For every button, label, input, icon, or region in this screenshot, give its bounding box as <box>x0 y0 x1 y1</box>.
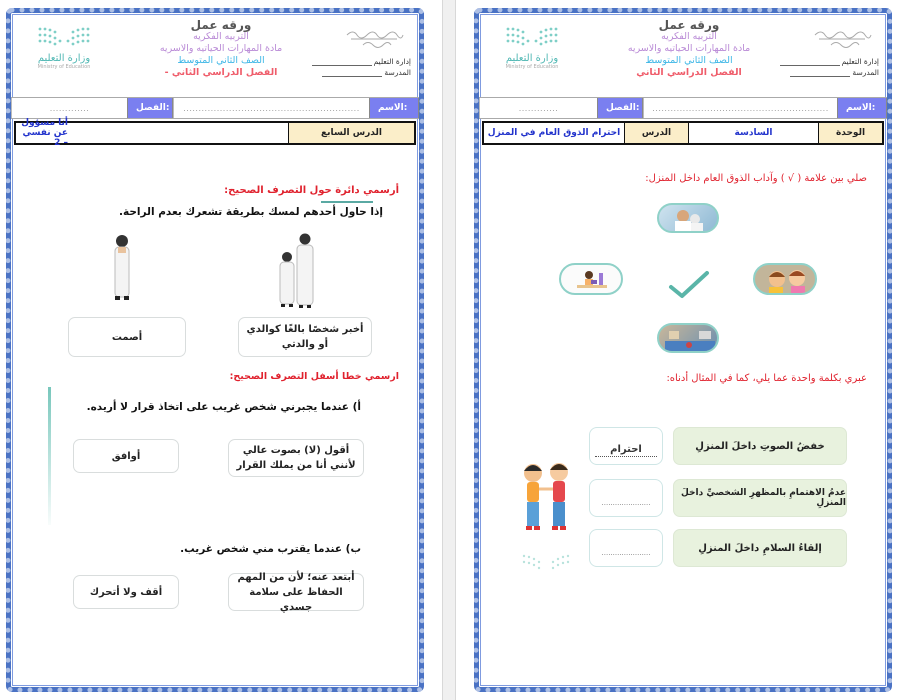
name-label: الاسم: <box>837 98 887 118</box>
kingdom-header <box>301 27 411 77</box>
phrase-box-2: عدمُ الاهتمامِ بالمظهرِ الشخصيِّ داخلَ المنزلِ <box>673 479 847 517</box>
grade-line: الصف الثاني المتوسط <box>645 55 733 66</box>
name-field[interactable]: .......................................................... <box>173 98 369 118</box>
moe-dots-watermark-icon <box>521 553 571 575</box>
two-boys-handshake-figure <box>519 459 575 535</box>
semester-line: الفصل الدراسي الثاني - <box>164 67 278 78</box>
section2-instruction: عبري بكلمة واحدة عما يلي، كما في المثال أدناه: <box>666 373 867 384</box>
name-field[interactable]: .......................................................... <box>643 98 837 118</box>
class-field[interactable]: ............. <box>479 98 597 118</box>
lesson-title-cell: أنا مسؤول عن نفسي – 2 <box>16 123 288 143</box>
family-elder-illustration-icon <box>659 205 719 233</box>
option-stay-silent[interactable]: أصمت <box>68 317 186 357</box>
lesson-table <box>482 121 884 145</box>
family-elder-image[interactable] <box>657 203 719 233</box>
education-admin-field[interactable]: إدارة التعليم <box>769 57 879 66</box>
section1-question: إذا حاول أحدهم لمسك بطريقة تشعرك بعدم الراحة. <box>118 206 383 218</box>
moe-logo-subtext: Ministry of Education <box>37 64 91 70</box>
ministry-of-education-logo <box>487 25 577 85</box>
moe-dots-icon <box>504 25 560 51</box>
phrase-box-3: إلقاءُ السلامِ داخلَ المنزلِ <box>673 529 847 567</box>
teal-vertical-line <box>48 387 51 525</box>
phrase-box-1: خفضُ الصوتِ داخلَ المنزلِ <box>673 427 847 465</box>
answer-box-2[interactable]: ...................... <box>589 479 663 517</box>
worksheet-title-block <box>121 19 321 79</box>
name-label: الاسم: <box>369 98 419 118</box>
lesson-table <box>14 118 416 148</box>
option-tell-adult[interactable]: أخبر شخصًا بالغًا كوالدي أو والدتي <box>238 317 372 357</box>
section1-instruction: صلي بين علامة ( √ ) وآداب الذوق العام داخل المنزل: <box>645 173 867 184</box>
boy-silent-figure <box>109 233 135 305</box>
checkmark-icon[interactable] <box>667 269 711 299</box>
lesson-value-cell: احترام الذوق العام في المنزل <box>484 123 624 143</box>
page-gap-divider <box>442 0 456 700</box>
answer-box-3[interactable]: ...................... <box>589 529 663 567</box>
unit-head-cell: الوحدة <box>818 123 882 143</box>
section1-instruction: أرسمي دائرة حول التصرف الصحيح: <box>224 185 399 196</box>
answer-box-1[interactable]: احترام <box>589 427 663 465</box>
worksheet-page-right <box>474 8 892 692</box>
unit-value-cell: السادسة <box>688 123 818 143</box>
school-field[interactable]: المدرسة <box>769 68 879 77</box>
option-say-no-loudly[interactable]: أقول (لا) بصوت عالي لأنني أنا من يملك القرار <box>228 439 364 477</box>
education-admin-field[interactable]: إدارة التعليم <box>301 57 411 66</box>
child-at-desk-image[interactable] <box>559 263 623 295</box>
kingdom-calligraphy-icon <box>343 27 405 51</box>
section2-instruction: ارسمي خطا أسفل التصرف الصحيح: <box>229 371 399 382</box>
boy-and-father-figure <box>277 231 317 311</box>
course-line: مادة المهارات الحياتيه والاسريه <box>159 43 283 54</box>
option-stand-still[interactable]: أقف ولا أتحرك <box>73 575 179 609</box>
kingdom-calligraphy-icon <box>811 27 873 51</box>
question-a: أ) عندما يجبرني شخص غريب على اتخاذ قرار لا أريده. <box>86 401 361 413</box>
moe-logo-text: وزارة التعليم <box>37 53 91 64</box>
worksheet-page-left <box>6 8 424 692</box>
teal-underline-decoration <box>321 201 373 203</box>
messy-room-illustration-icon <box>659 325 719 353</box>
page-header <box>479 13 887 101</box>
school-field[interactable]: المدرسة <box>301 68 411 77</box>
moe-logo-subtext: Ministry of Education <box>505 64 559 70</box>
ministry-of-education-logo <box>19 25 109 85</box>
messy-room-image[interactable] <box>657 323 719 353</box>
class-label: الفصل: <box>597 98 643 118</box>
class-label: الفصل: <box>127 98 173 118</box>
semester-line: الفصل الدراسي الثاني <box>636 67 742 78</box>
question-b: ب) عندما يقترب مني شخص غريب. <box>180 543 361 555</box>
grade-line: الصف الثاني المتوسط <box>177 55 265 66</box>
moe-logo-text: وزارة التعليم <box>505 53 559 64</box>
student-info-row <box>11 97 419 119</box>
children-talking-image[interactable] <box>753 263 817 295</box>
kingdom-header <box>769 27 879 77</box>
moe-dots-icon <box>36 25 92 51</box>
option-agree[interactable]: أوافق <box>73 439 179 473</box>
page-header <box>11 13 419 101</box>
lesson-head-cell: الدرس <box>624 123 688 143</box>
child-desk-illustration-icon <box>561 265 623 295</box>
subject-line: التربيه الفكريه <box>193 31 249 42</box>
children-talking-illustration-icon <box>755 265 817 295</box>
lesson-number-cell: الدرس السابع <box>288 123 414 143</box>
option-move-away[interactable]: أبتعد عنه؛ لأن من المهم الحفاظ على سلامة جسدي <box>228 573 364 611</box>
class-field[interactable]: ............. <box>11 98 127 118</box>
worksheet-title-block <box>589 19 789 79</box>
worksheet-title: ورقه عمل <box>658 18 720 32</box>
worksheet-title: ورقه عمل <box>190 18 252 32</box>
course-line: مادة المهارات الحياتيه والاسريه <box>627 43 751 54</box>
student-info-row <box>479 97 887 119</box>
subject-line: التربيه الفكريه <box>661 31 717 42</box>
